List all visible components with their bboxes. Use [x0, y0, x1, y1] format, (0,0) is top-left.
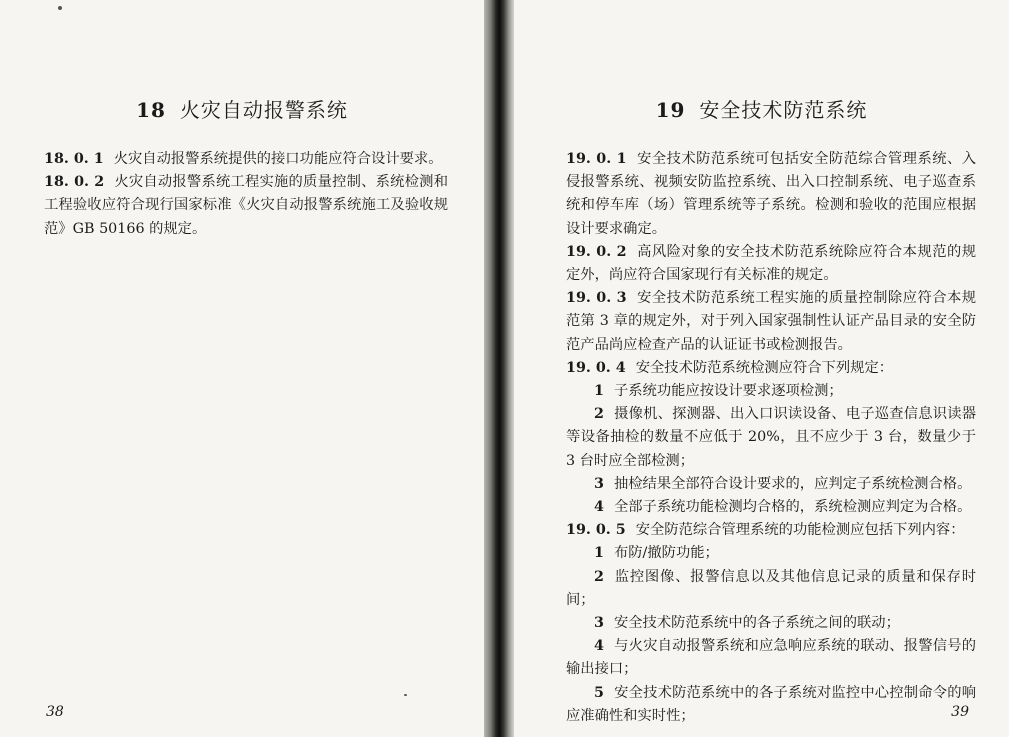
item-text: 抽检结果全部符合设计要求的，应判定子系统检测合格。	[613, 475, 972, 492]
left-page	[0, 0, 484, 737]
clause-text: 安全技术防范系统可包括安全防范综合管理系统、入侵报警系统、视频安防监控系统、出入口控制系统、电子巡查系统和停车库（场）管理系统等子系统。检测和验收的范围应根据设计要求确定。	[566, 151, 977, 237]
item-text: 子系统功能应按设计要求逐项检测；	[613, 383, 843, 400]
list-item	[566, 612, 976, 635]
item-number: 3	[594, 475, 604, 492]
clause-text: 安全技术防范系统检测应符合下列规定：	[635, 359, 894, 376]
clause-number: 19. 0. 3	[566, 290, 627, 307]
clause-number: 19. 0. 4	[566, 359, 626, 376]
chapter-19-title	[514, 94, 1009, 123]
item-number: 4	[594, 499, 604, 516]
scan-speck	[58, 6, 62, 10]
item-number: 1	[594, 383, 604, 400]
list-item	[566, 635, 976, 681]
list-item	[566, 403, 976, 473]
item-text: 与火灾自动报警系统和应急响应系统的联动、报警信号的输出接口；	[566, 638, 976, 678]
clause-18-0-2	[44, 171, 448, 241]
clause-text: 安全防范综合管理系统的功能检测应包括下列内容：	[635, 522, 965, 539]
clause-19-0-1	[566, 148, 976, 241]
chapter-title-text: 火灾自动报警系统	[179, 98, 348, 122]
list-item	[566, 380, 976, 403]
item-text: 监控图像、报警信息以及其他信息记录的质量和保存时间；	[566, 568, 976, 608]
clause-number: 18. 0. 1	[44, 151, 104, 167]
clause-number: 19. 0. 1	[566, 151, 627, 167]
left-body	[44, 148, 448, 241]
clause-number: 18. 0. 2	[44, 174, 105, 191]
chapter-title-text: 安全技术防范系统	[699, 98, 868, 122]
scan-speck	[404, 694, 407, 696]
list-item	[566, 473, 976, 496]
book-gutter	[484, 0, 514, 737]
clause-number: 19. 0. 5	[566, 522, 626, 539]
page-number-right: 39	[951, 704, 969, 720]
item-number: 1	[594, 545, 604, 562]
item-number: 2	[594, 568, 604, 585]
list-item	[566, 542, 976, 565]
item-text: 安全技术防范系统中的各子系统对监控中心控制命令的响应准确性和实时性；	[566, 684, 976, 724]
chapter-number: 19	[655, 98, 686, 122]
item-text: 摄像机、探测器、出入口识读设备、电子巡查信息识读器等设备抽检的数量不应低于 20%，且不应少于 3 台，数量少于 3 台时应全部检测；	[566, 406, 976, 469]
item-number: 2	[594, 406, 604, 423]
list-item	[566, 566, 976, 612]
chapter-18-title	[0, 94, 484, 123]
item-text: 布防/撤防功能；	[613, 545, 719, 562]
item-number: 3	[594, 615, 604, 632]
item-text: 安全技术防范系统中的各子系统之间的联动；	[613, 615, 900, 632]
clause-19-0-5	[566, 519, 976, 542]
clause-text: 高风险对象的安全技术防范系统除应符合本规范的规定外，尚应符合国家现行有关标准的规定。	[566, 243, 977, 284]
list-item	[566, 496, 976, 519]
item-number: 5	[594, 684, 604, 701]
right-body	[566, 148, 976, 728]
clause-19-0-2	[566, 241, 976, 287]
clause-text: 火灾自动报警系统工程实施的质量控制、系统检测和工程验收应符合现行国家标准《火灾自动报警系统施工及验收规范》GB 50166 的规定。	[44, 174, 448, 237]
clause-number: 19. 0. 2	[566, 243, 627, 260]
item-number: 4	[594, 638, 604, 655]
page-number-left: 38	[46, 704, 64, 720]
right-page	[514, 0, 1009, 737]
clause-text: 安全技术防范系统工程实施的质量控制除应符合本规范第 3 章的规定外，对于列入国家强制性认证产品目录的安全防范产品尚应检查产品的认证证书或检测报告。	[566, 290, 977, 353]
chapter-number: 18	[136, 98, 166, 122]
list-item	[566, 682, 976, 728]
clause-18-0-1	[44, 148, 448, 171]
clause-19-0-4	[566, 357, 976, 380]
clause-text: 火灾自动报警系统提供的接口功能应符合设计要求。	[113, 151, 443, 167]
item-text: 全部子系统功能检测均合格的，系统检测应判定为合格。	[613, 499, 972, 516]
clause-19-0-3	[566, 287, 976, 357]
